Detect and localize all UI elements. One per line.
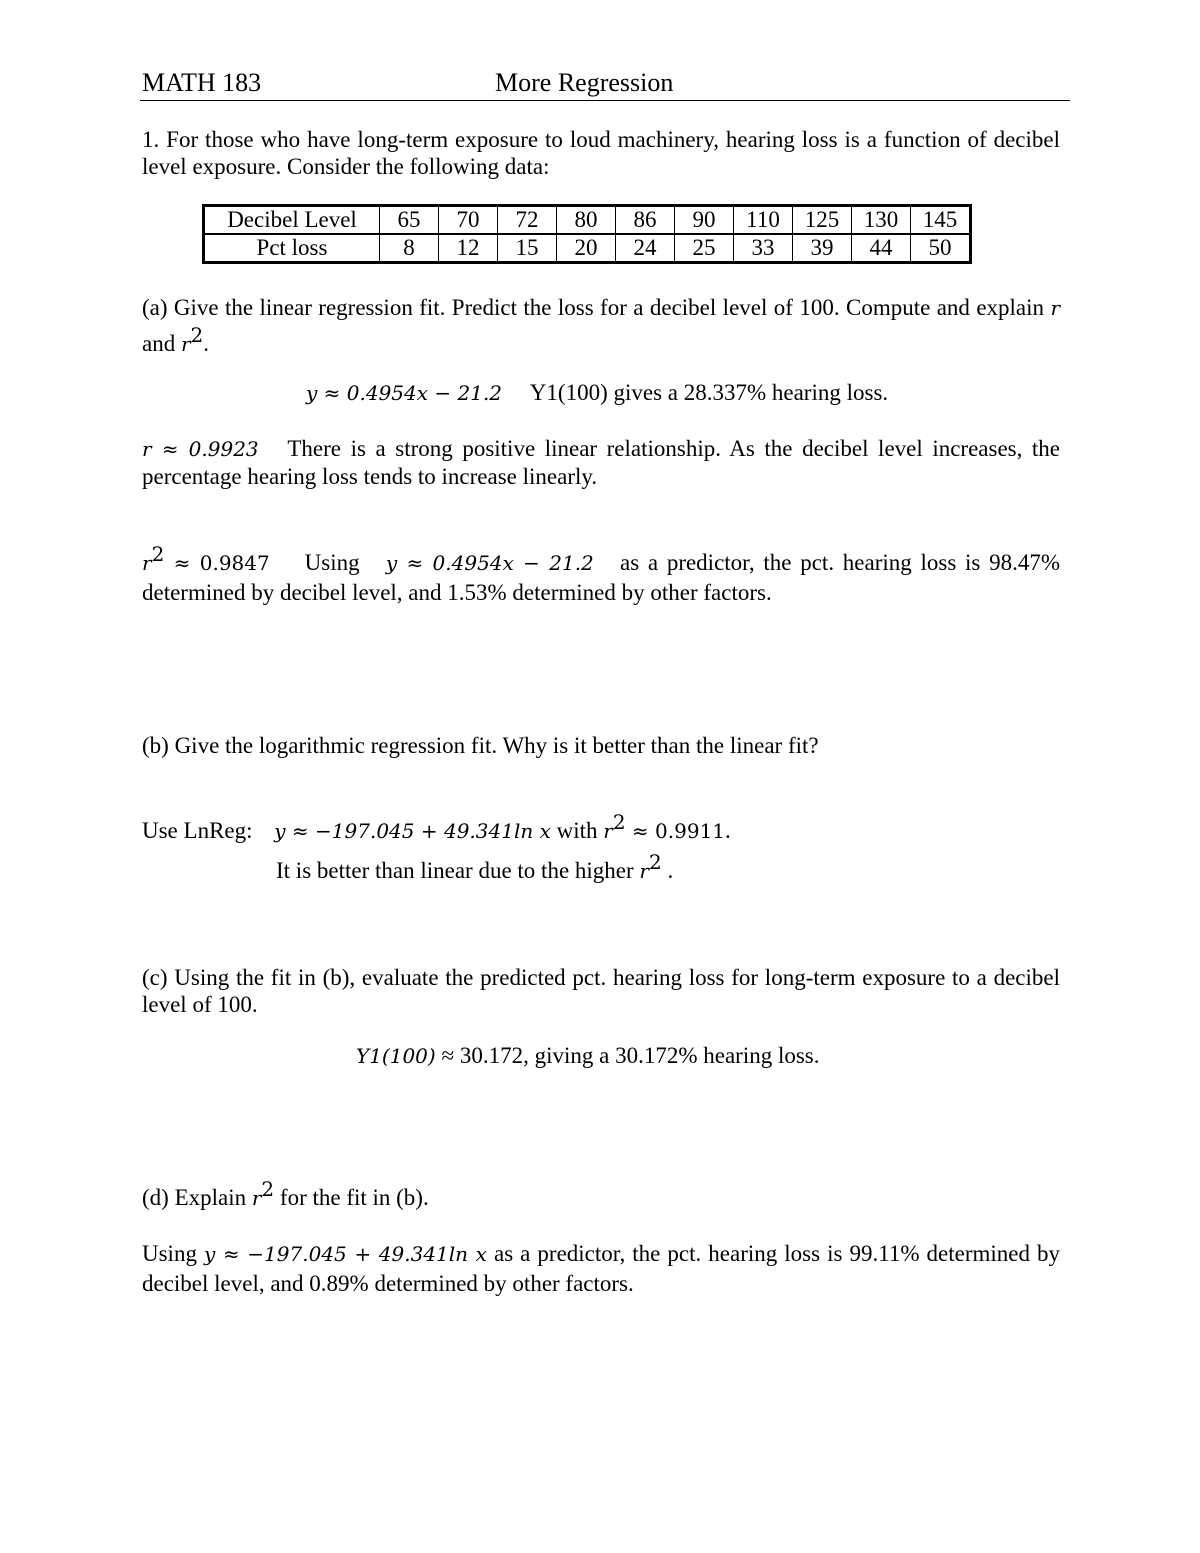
part-a-r — [142, 435, 1060, 490]
log-prediction: ≈ 30.172, giving a 30.172% hearing loss. — [435, 1043, 820, 1068]
var-r: r — [180, 332, 191, 356]
punct: . — [661, 858, 674, 883]
part-a-r2 — [142, 542, 1061, 607]
exponent: 2 — [190, 323, 204, 347]
punct: . — [725, 818, 731, 843]
table-cell: 70 — [439, 206, 498, 235]
part-b-question: (b) Give the logarithmic regression fit. Why is it better than the linear fit? — [142, 733, 819, 758]
part-d-answer — [142, 1239, 1060, 1298]
table-cell: 90 — [675, 206, 734, 235]
punct: . — [203, 331, 210, 356]
table-cell: 130 — [852, 206, 911, 235]
r-explanation: There is a strong positive linear relationship. As the decibel level increases, the percentage hearing loss tends to increase linearly. — [142, 436, 1061, 489]
part-a-question — [142, 290, 1060, 362]
table-cell: 8 — [380, 234, 439, 263]
table-row-decibel — [204, 206, 971, 235]
exponent: 2 — [612, 810, 626, 834]
r-value: r ≈ 0.9923 — [142, 437, 259, 461]
var-r: r — [1050, 296, 1060, 320]
table-cell: 145 — [911, 206, 971, 235]
data-table — [202, 204, 972, 264]
table-cell: 110 — [734, 206, 793, 235]
var-r: r — [251, 1186, 262, 1210]
part-c-question: (c) Using the fit in (b), evaluate the predicted pct. hearing loss for long-term exposure to a decibel level of 100. — [142, 965, 1060, 1017]
part-a-and: and — [142, 331, 181, 356]
with-word: with — [550, 818, 604, 843]
linear-fit-equation: y ≈ 0.4954x − 21.2 — [306, 381, 503, 405]
y1-eval: Y1(100) — [356, 1044, 436, 1068]
table-cell: 12 — [439, 234, 498, 263]
using-word: Using — [304, 550, 360, 575]
table-cell: 15 — [498, 234, 557, 263]
table-cell: 50 — [911, 234, 971, 263]
var-r: r — [142, 551, 152, 575]
part-a-question-text: (a) Give the linear regression fit. Predict the loss for a decibel level of 100. Compute and explain — [142, 295, 1051, 320]
r2-value: ≈ 0.9911 — [625, 819, 726, 843]
header-divider — [140, 100, 1070, 101]
problem-intro: 1. For those who have long-term exposure to loud machinery, hearing loss is a function of decibel level exposure. Consider the following data: — [142, 127, 1060, 179]
r2-value: ≈ 0.9847 — [164, 551, 270, 575]
part-d-question — [142, 1177, 429, 1211]
linear-fit-equation: y ≈ 0.4954x − 21.2 — [385, 551, 594, 575]
log-fit-equation: y ≈ −197.045 + 49.341ln x — [203, 1242, 487, 1266]
table-cell: 80 — [557, 206, 616, 235]
var-r: r — [603, 819, 613, 843]
table-row-loss — [204, 234, 971, 263]
log-fit-equation: y ≈ −197.045 + 49.341ln x — [274, 819, 551, 843]
part-a-fit — [306, 380, 888, 406]
var-r: r — [639, 859, 649, 883]
r2-explanation: as a predictor, the pct. hearing loss is 98.47% determined by decibel level, and 1.53% determined by other factors. — [142, 550, 1061, 605]
better-explanation: It is better than linear due to the higher — [276, 858, 640, 883]
table-cell: 20 — [557, 234, 616, 263]
table-cell: 125 — [793, 206, 852, 235]
row-label-decibel: Decibel Level — [204, 206, 380, 235]
part-c-answer — [356, 1043, 820, 1069]
page-title: More Regression — [495, 68, 674, 97]
row-label-loss: Pct loss — [204, 234, 380, 263]
part-d-question-end: for the fit in (b). — [274, 1185, 429, 1210]
table-cell: 24 — [616, 234, 675, 263]
table-cell: 25 — [675, 234, 734, 263]
r2-explanation: as a predictor, the pct. hearing loss is 99.11% determined by decibel level, and 0.89% determined by other factors. — [142, 1241, 1061, 1296]
part-b-answer — [142, 810, 731, 844]
part-d-question-text: (d) Explain — [142, 1185, 252, 1210]
table-cell: 33 — [734, 234, 793, 263]
exponent: 2 — [151, 542, 165, 566]
linear-prediction: Y1(100) gives a 28.337% hearing loss. — [529, 380, 889, 405]
table-cell: 44 — [852, 234, 911, 263]
table-cell: 72 — [498, 206, 557, 235]
exponent: 2 — [648, 850, 662, 874]
using-word: Using — [142, 1241, 204, 1266]
table-cell: 65 — [380, 206, 439, 235]
table-cell: 86 — [616, 206, 675, 235]
course-code: MATH 183 — [142, 68, 262, 97]
exponent: 2 — [261, 1177, 275, 1201]
lnreg-label: Use LnReg: — [142, 818, 253, 843]
table-cell: 39 — [793, 234, 852, 263]
part-b-better — [276, 850, 674, 884]
